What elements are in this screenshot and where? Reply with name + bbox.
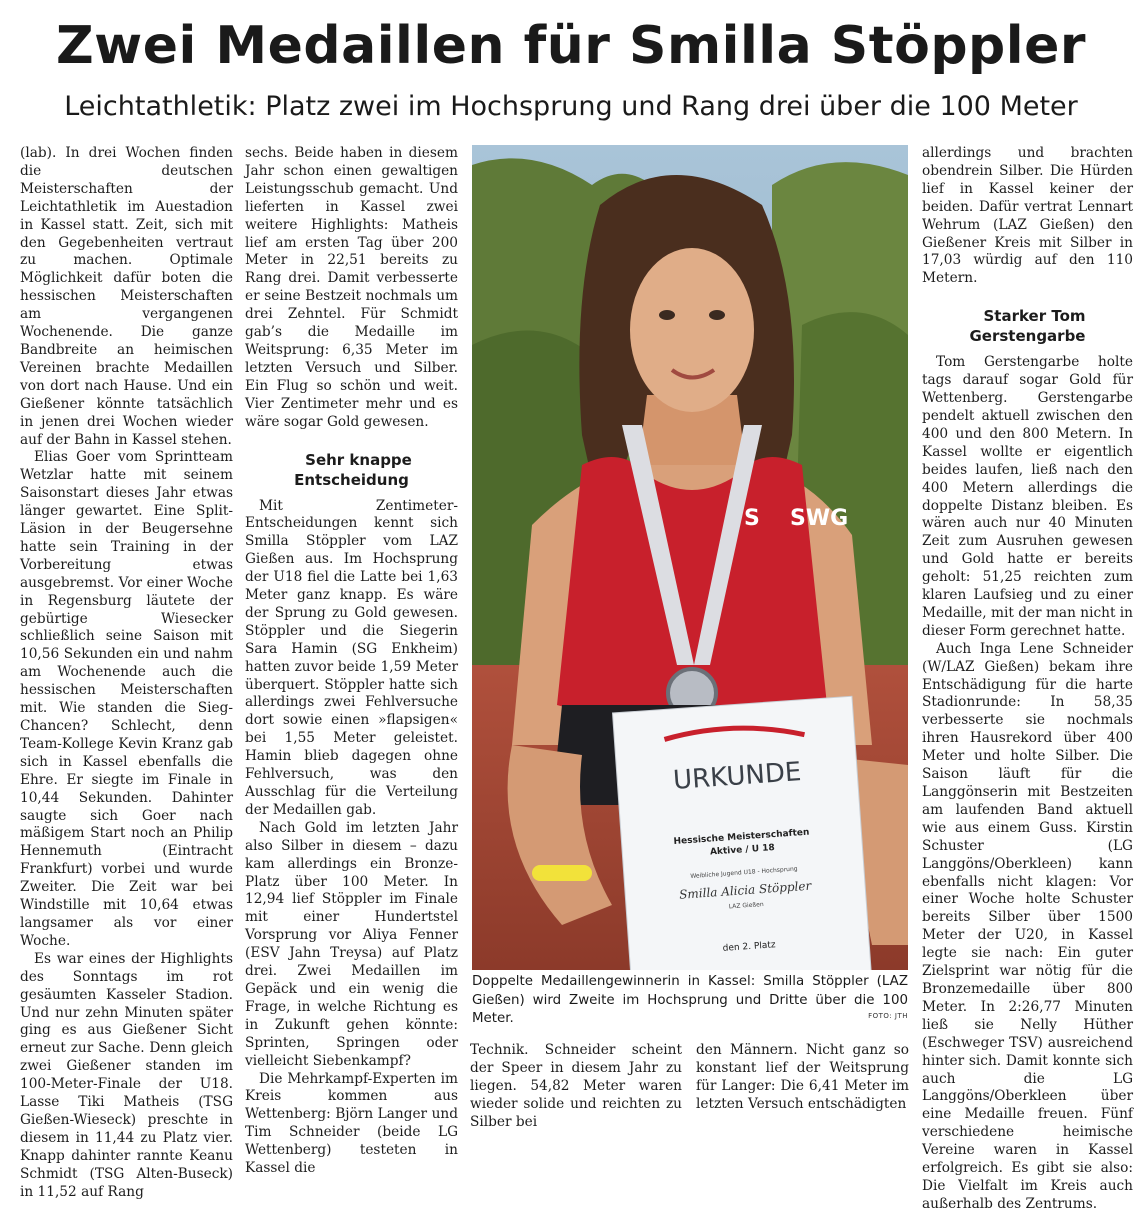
certificate-name: Smilla Alicia Stöppler bbox=[678, 878, 812, 902]
subhead-sehr-knappe-entscheidung: Sehr knappe Entscheidung bbox=[294, 450, 412, 489]
shirt-logo: SWG bbox=[790, 506, 849, 531]
headline: Zwei Medaillen für Smilla Stöppler bbox=[55, 16, 1087, 76]
paragraph: allerdings und brachten obendrein Silber. Die Hürden lief in Kassel keiner der beiden. Dafür vertrat Lennart Wehrum (LAZ Gießen) den Gießener Kreis mit Silber in 17,03 würdig auf den 110 Metern. bbox=[922, 145, 1133, 287]
paragraph: Technik. Schneider scheint der Speer in diesem Jahr zu liegen. 54,82 Meter waren wieder solide und reichten zu Silber bei bbox=[470, 1042, 682, 1130]
sparkasse-logo-icon: S bbox=[744, 506, 760, 531]
certificate-title: URKUNDE bbox=[672, 757, 803, 796]
subheadline: Leichtathletik: Platz zwei im Hochsprung und Rang drei über die 100 Meter bbox=[64, 91, 1078, 122]
certificate-event: Hessische Meisterschaften bbox=[673, 827, 810, 848]
photo-illustration bbox=[472, 145, 908, 970]
paragraph: sechs. Beide haben in diesem Jahr schon einen gewaltigen Leistungsschub gemacht. Und lieferten in Kassel zwei weitere Highlights: Matheis lief am ersten Tag über 200 Meter in 22,51 bereits zu Rang drei. Damit verbesserte er seine Bestzeit nochmals um drei Zehntel. Für Schmidt gab’s die Medaille im Weitsprung: 6,35 Meter im letzten Versuch und Silber. Ein Flug so schön und weit. Vier Zentimeter mehr und es wäre sogar Gold gewesen. bbox=[245, 145, 458, 430]
paragraph: Es war eines der Highlights des Sonntags im rot gesäumten Kasseler Stadion. Und nur zehn Minuten später ging es aus Gießener Sicht erneut zur Sache. Denn gleich zwei Gießener standen im 100-Meter-Finale der U18. Lasse Tiki Matheis (TSG Gießen-Wieseck) preschte in diesem in 11,44 zu Platz vier. Knapp dahinter rannte Keanu Schmidt (TSG Alten-Buseck) in 11,52 auf Rang bbox=[20, 950, 233, 1200]
paragraph: Die Mehrkampf-Experten im Kreis kommen aus Wettenberg: Björn Langer und Tim Schneider (beide LG Wettenberg) testeten in Kassel die bbox=[245, 1070, 458, 1177]
paragraph: Mit Zentimeter-Entscheidungen kennt sich Smilla Stöppler vom LAZ Gießen aus. Im Hochsprung der U18 fiel die Latte bei 1,63 Meter ganz knapp. Es wäre der Sprung zu Gold gewesen. Stöppler und die Siegerin Sara Hamin (SG Enkheim) hatten zuvor beide 1,59 Meter überquert. Stöppler hatte sich allerdings zwei Fehlversuche dort sowie einen »flapsigen« bei 1,55 Meter geleistet. Hamin blieb dagegen ohne Fehlversuch, was den Ausschlag für die Verteilung der Medaillen gab. bbox=[245, 497, 458, 818]
subhead-starker-tom-gerstengarbe: Starker Tom Gerstengarbe bbox=[969, 307, 1086, 346]
paragraph: den Männern. Nicht ganz so konstant lief der Weitsprung für Langer: Die 6,41 Meter im letzten Versuch entschädigten bbox=[696, 1042, 909, 1112]
certificate-club: LAZ Gießen bbox=[728, 900, 764, 911]
paragraph: Tom Gerstengarbe holte tags darauf sogar Gold für Wettenberg. Gerstengarbe pendelt aktuell zwischen den 400 und den 800 Metern. In Kassel wollte er eigentlich beides laufen, ließ nach den 400 Metern allerdings die doppelte Distanz bleiben. Es wären auch nur 40 Minuten Zeit zum Ausruhen gewesen und Gold hatte er bereits geholt: 51,25 reichten zum klaren Laufsieg und zu einer Medaille, mit der man nicht in dieser Form gerechnet hatte. bbox=[922, 354, 1133, 639]
article-column-3 bbox=[470, 1042, 682, 1132]
article-column-2 bbox=[245, 145, 458, 1178]
paragraph: (lab). In drei Wochen finden die deutschen Meisterschaften der Leichtathletik im Auestadion in Kassel statt. Zeit, sich mit den Gegebenheiten vertraut zu machen. Optimale Möglichkeit dafür boten die hessischen Meisterschaften am vergangenen Wochenende. Die ganze Bandbreite an heimischen Vereinen brachte Medaillen von dort nach Hause. Und ein Gießener könnte tatsächlich in jenen drei Wochen wieder auf der Bahn in Kassel stehen. bbox=[20, 145, 233, 448]
certificate-place: den 2. Platz bbox=[722, 940, 776, 954]
photo-credit: FOTO: JTH bbox=[868, 1012, 908, 1020]
paragraph: Auch Inga Lene Schneider (W/LAZ Gießen) bekam ihre Entschädigung für die harte Stadionrunde: In 58,35 verbesserte sie nochmals ihren Hausrekord über 400 Meter und holte Silber. Die Saison läuft für die Langgönserin mit Bestzeiten am laufenden Band aktuell wie aus einem Guss. Kirstin Schuster (LG Langgöns/Oberkleen) kann ebenfalls nicht klagen: Vor einer Woche holte Schuster bereits Silber über 1500 Meter der U20, in Kassel legte sie nach: Ein guter Zielsprint war nötig für die Bronzemedaille über 800 Meter. In 2:26,77 Minuten ließ sie Nelly Hüther (Eschweger TSV) ausreichend hinter sich. Damit konnte sich auch die LG Langgöns/Oberkleen über eine Medaille freuen. Fünf verschiedene heimische Vereine waren in Kassel erfolgreich. Es gibt sie also: Die Vielfalt im Kreis auch außerhalb des Zentrums. bbox=[922, 640, 1133, 1212]
photo-caption: Doppelte Medaillengewinnerin in Kassel: Smilla Stöppler (LAZ Gießen) wird Zweite im Hochsprung und Dritte über die 100 Meter. bbox=[472, 974, 908, 1026]
article-column-1 bbox=[20, 145, 233, 1201]
article-photo bbox=[472, 145, 908, 970]
article-column-4 bbox=[696, 1042, 909, 1114]
certificate-class: Aktive / U 18 bbox=[709, 843, 776, 858]
certificate-discipline: Weibliche Jugend U18 - Hochsprung bbox=[690, 865, 798, 880]
paragraph: Elias Goer vom Sprintteam Wetzlar hatte mit seinem Saisonstart dieses Jahr etwas länger gewartet. Eine Split-Läsion in der Beugersehne hatte sein Training in der Vorbereitung etwas ausgebremst. Vor einer Woche in Regensburg läutete der gebürtige Wiesecker schließlich seine Saison mit 10,56 Sekunden ein und nahm am Wochenende auch die hessischen Meisterschaften mit. Wie standen die Sieg-Chancen? Schlecht, denn Team-Kollege Kevin Kranz gab sich in Kassel ebenfalls die Ehre. Er siegte im Finale in 10,44 Sekunden. Dahinter saugte sich Goer nach mäßigem Start noch an Philip Hennemuth (Eintracht Frankfurt) vorbei und wurde Zweiter. Die Zeit war bei Windstille mit 10,64 etwas langsamer als vor einer Woche. bbox=[20, 449, 233, 949]
article-column-5 bbox=[922, 145, 1133, 1214]
paragraph: Nach Gold im letzten Jahr also Silber in diesem – dazu kam allerdings ein Bronze-Platz über 100 Meter. In 12,94 lief Stöppler im Finale mit einer Hundertstel Vorsprung vor Aliya Fenner (ESV Jahn Treysa) auf Platz drei. Zwei Medaillen im Gepäck und ein wenig die Frage, in welche Richtung es in Zukunft gehen könnte: Sprinten, Springen oder vielleicht Siebenkampf? bbox=[245, 819, 458, 1069]
